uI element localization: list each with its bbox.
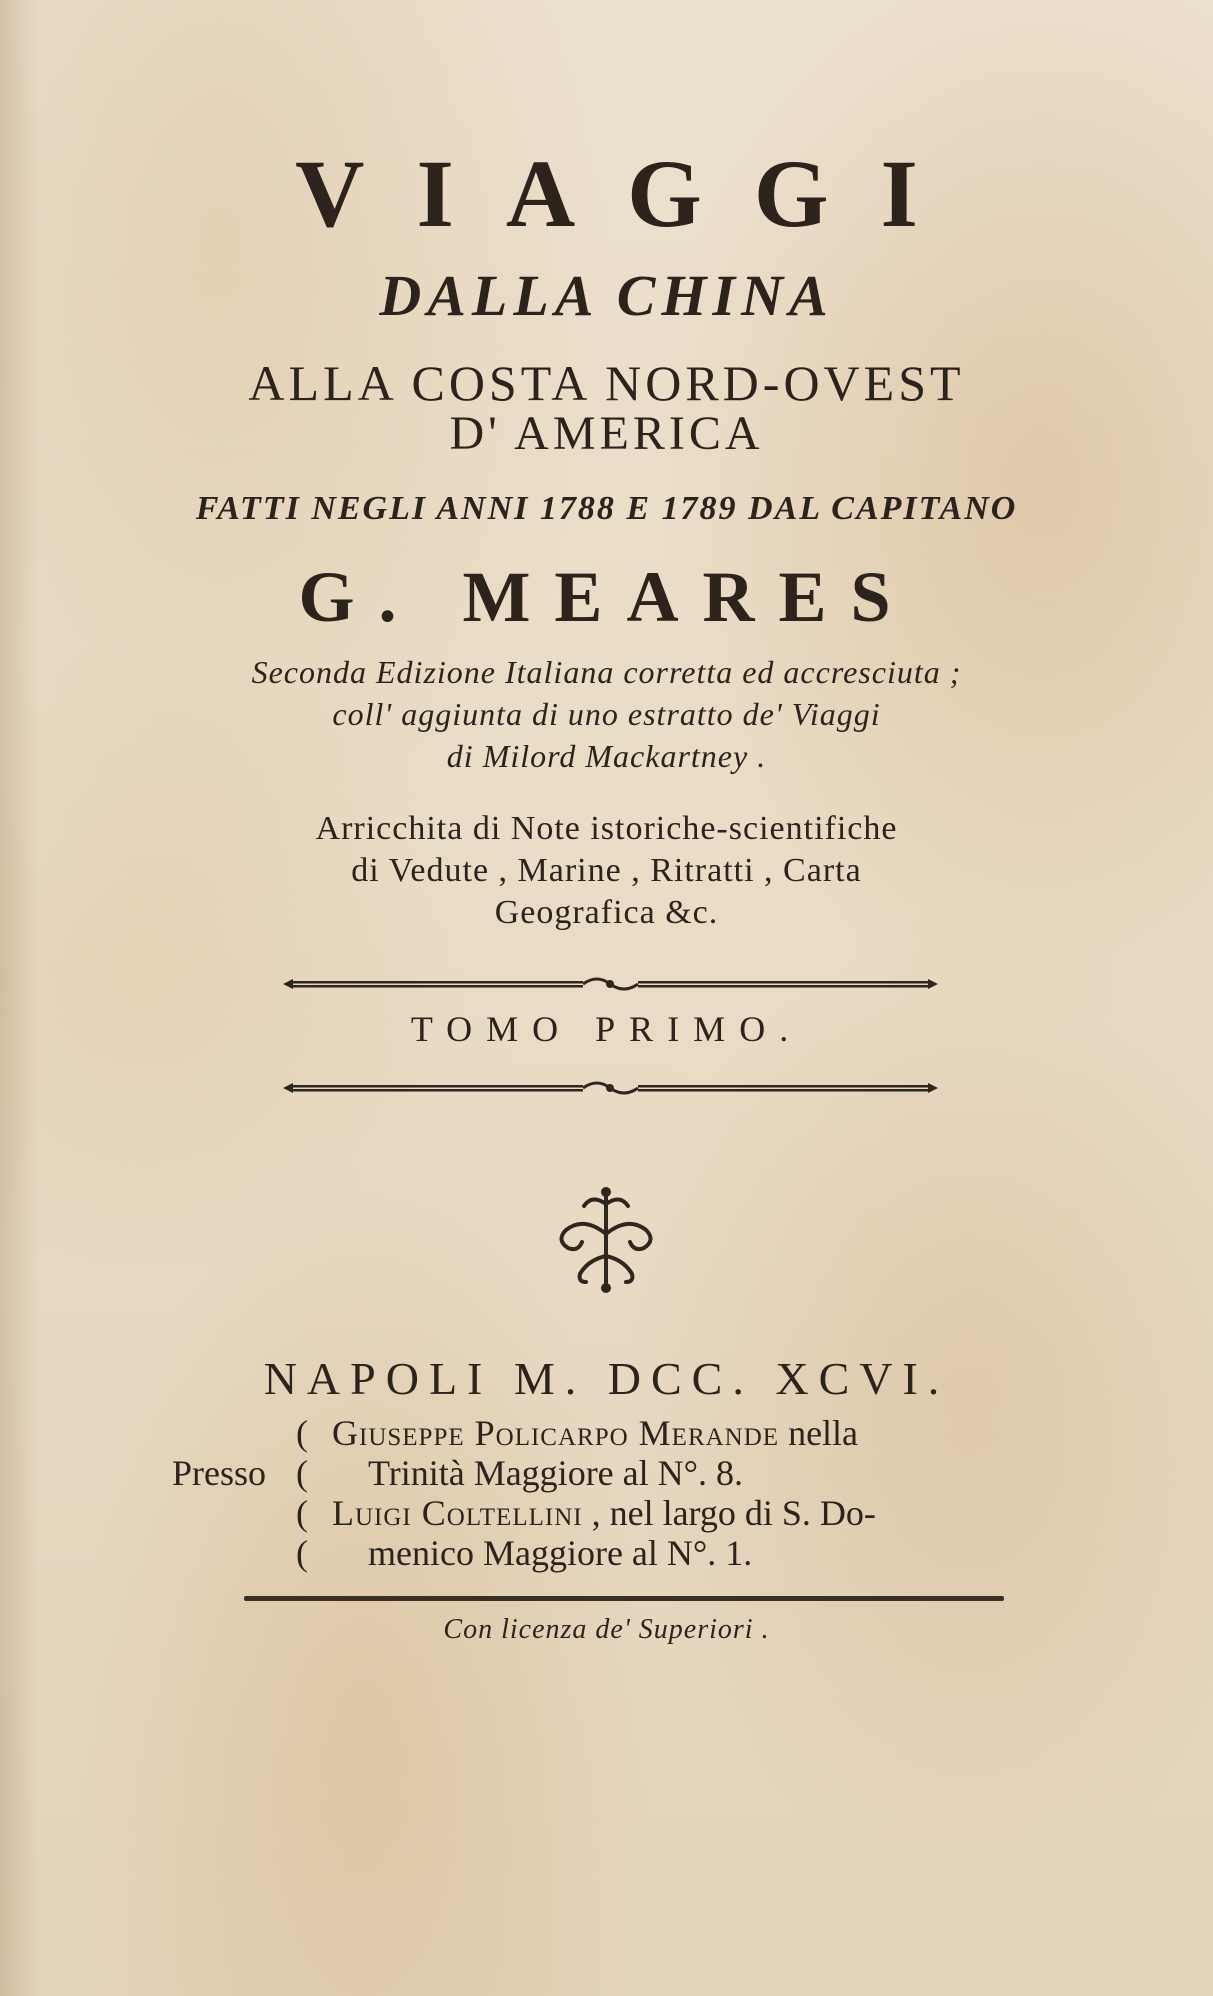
decorative-rule-top <box>283 976 938 992</box>
subtitle-line-2: ALLA COSTA NORD-OVEST <box>248 355 965 411</box>
subtitle-line-1: DALLA CHINA <box>379 263 834 328</box>
printer-1-rest: nella <box>779 1413 859 1453</box>
enrichment-line-1: Arricchita di Note istoriche-scientifiche <box>315 810 898 847</box>
paren-3: ( <box>296 1493 308 1533</box>
printer-line-4 <box>296 1532 752 1574</box>
imprint-rule <box>244 1596 1004 1601</box>
paren-2: ( <box>296 1453 308 1493</box>
edition-line-2: coll' aggiunta di uno estratto de' Viaggi <box>332 696 881 732</box>
paren-1: ( <box>296 1413 308 1453</box>
printer-2-address: menico Maggiore al N°. 1. <box>368 1533 753 1573</box>
book-title: VIAGGI <box>295 140 970 247</box>
edition-line-1: Seconda Edizione Italiana corretta ed accresciuta ; <box>251 654 962 690</box>
printer-2-name: Luigi Coltellini <box>332 1493 583 1533</box>
printer-line-3 <box>296 1492 876 1534</box>
printer-1-name: Giuseppe Policarpo Merande <box>332 1413 780 1453</box>
decorative-rule-bottom <box>283 1080 938 1096</box>
author-name: G. MEARES <box>298 557 915 637</box>
volume-label: TOMO PRIMO. <box>410 1009 803 1049</box>
presso-label: Presso <box>172 1453 267 1493</box>
edition-line-3: di Milord Mackartney . <box>446 738 767 774</box>
printer-line-2 <box>296 1452 743 1494</box>
years-line: FATTI NEGLI ANNI 1788 E 1789 DAL CAPITANO <box>195 490 1018 527</box>
printer-2-rest: , nel largo di S. Do- <box>582 1493 876 1533</box>
printer-1-address: Trinità Maggiore al N°. 8. <box>368 1453 744 1493</box>
enrichment-line-3: Geografica &c. <box>494 894 719 931</box>
subtitle-line-3: D' AMERICA <box>449 407 764 460</box>
paren-4: ( <box>296 1533 308 1573</box>
place-date-line: NAPOLI M. DCC. XCVI. <box>263 1353 950 1404</box>
licence-line: Con licenza de' Superiori . <box>443 1614 770 1645</box>
enrichment-line-2: di Vedute , Marine , Ritratti , Carta <box>351 852 862 889</box>
printer-line-1 <box>296 1412 858 1454</box>
printers-block <box>172 1412 1032 1592</box>
fleuron-ornament-icon <box>546 1184 666 1296</box>
